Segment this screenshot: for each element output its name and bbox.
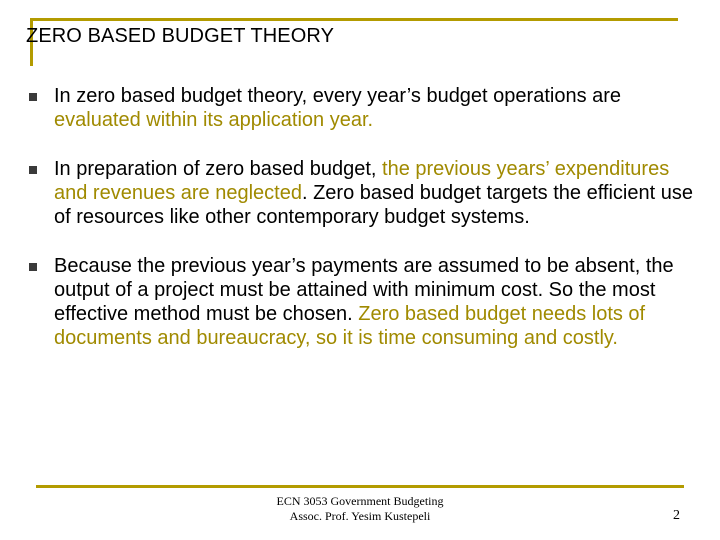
bullet-text (54, 158, 693, 228)
square-bullet-icon (29, 263, 37, 271)
bullet-text-highlight: Zero based budget needs lots of documents and bureaucracy, so it is time consuming and costly. (54, 303, 646, 349)
bullet-text (54, 255, 674, 349)
bullet-item (26, 84, 698, 132)
bullet-text-part: Because the previous year’s payments are assumed to be absent, the output of a project must be attained with minimum cost. So the most effective method must be chosen. (54, 255, 674, 325)
bullet-text (54, 85, 621, 131)
bullet-text-highlight: evaluated within its application year. (54, 109, 374, 131)
bullet-text-part: . Zero based budget targets the efficient use of resources like other contemporary budget systems. (54, 182, 693, 228)
slide-title: ZERO BASED BUDGET THEORY (26, 25, 335, 47)
square-bullet-icon (29, 93, 37, 101)
footer-instructor: Assoc. Prof. Yesim Kustepeli (289, 509, 431, 523)
footer-caption (240, 494, 480, 524)
footer-course: ECN 3053 Government Budgeting (276, 494, 444, 508)
bullet-item (26, 254, 698, 350)
bullet-text-highlight: the previous years’ expenditures and revenues are neglected (54, 158, 670, 204)
title-top-rule (30, 18, 678, 21)
square-bullet-icon (29, 166, 37, 174)
bullet-list (26, 84, 698, 350)
bullet-text-part: In zero based budget theory, every year’s budget operations are (54, 85, 622, 107)
bullet-item (26, 157, 698, 229)
bullet-text-part: In preparation of zero based budget, (54, 158, 383, 180)
page-number: 2 (673, 508, 680, 523)
footer-rule (36, 485, 684, 488)
